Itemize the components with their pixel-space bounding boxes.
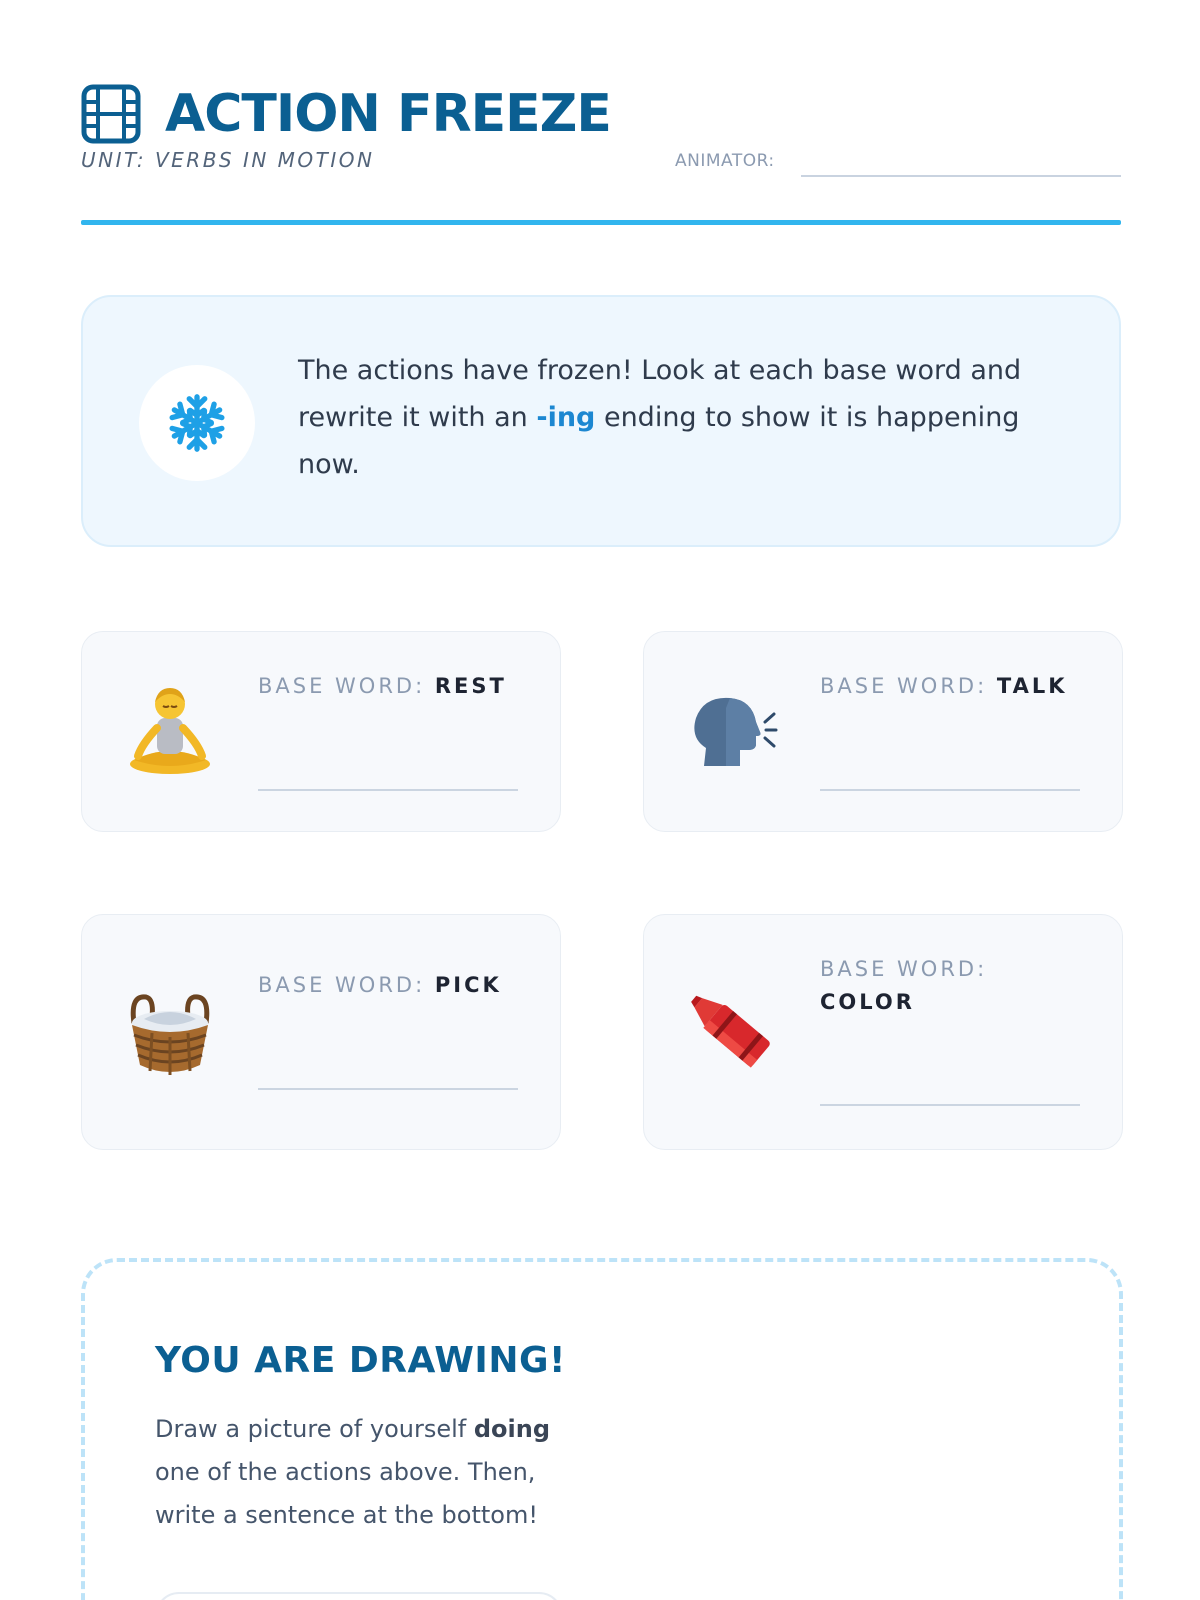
ing-highlight: -ing — [536, 402, 596, 433]
snowflake-icon — [166, 392, 228, 454]
header-divider — [81, 220, 1121, 225]
crayon-icon — [686, 985, 778, 1077]
sentence-box[interactable] — [155, 1592, 563, 1600]
basket-icon — [124, 987, 216, 1079]
drawing-area[interactable] — [81, 1258, 1123, 1600]
word-card-talk — [643, 631, 1123, 832]
instructions-text: The actions have frozen! Look at each base word and rewrite it with an -ing ending to show it is happening now. — [298, 355, 1022, 480]
word-card-color — [643, 914, 1123, 1150]
base-word-label: BASE WORD: TALK — [820, 674, 1068, 698]
word-card-pick — [81, 914, 561, 1150]
worksheet-header — [81, 78, 1121, 228]
answer-line[interactable] — [820, 1104, 1080, 1106]
base-word-label: BASE WORD: REST — [258, 674, 507, 698]
unit-subtitle: UNIT: VERBS IN MOTION — [81, 148, 375, 172]
title-row — [81, 84, 611, 144]
answer-line[interactable] — [820, 789, 1080, 791]
animator-name-field[interactable] — [801, 175, 1121, 177]
base-word-label: BASE WORD: PICK — [258, 973, 502, 997]
base-word: PICK — [434, 973, 502, 997]
answer-line[interactable] — [258, 789, 518, 791]
instructions-box — [81, 295, 1121, 547]
answer-line[interactable] — [258, 1088, 518, 1090]
drawing-instructions: Draw a picture of yourself doing one of the actions above. Then, write a sentence at the bottom! — [155, 1415, 551, 1529]
animator-label: ANIMATOR: — [675, 151, 775, 171]
word-card-rest — [81, 631, 561, 832]
meditation-icon — [124, 684, 216, 776]
film-icon — [81, 84, 141, 144]
snowflake-badge — [139, 365, 255, 481]
base-word: TALK — [996, 674, 1068, 698]
speaking-head-icon — [686, 688, 778, 780]
page-title: ACTION FREEZE — [165, 84, 611, 144]
base-word-label: BASE WORD: COLOR — [820, 957, 988, 1014]
base-word: REST — [434, 674, 507, 698]
drawing-title: YOU ARE DRAWING! — [155, 1340, 566, 1381]
base-word: COLOR — [820, 990, 915, 1014]
